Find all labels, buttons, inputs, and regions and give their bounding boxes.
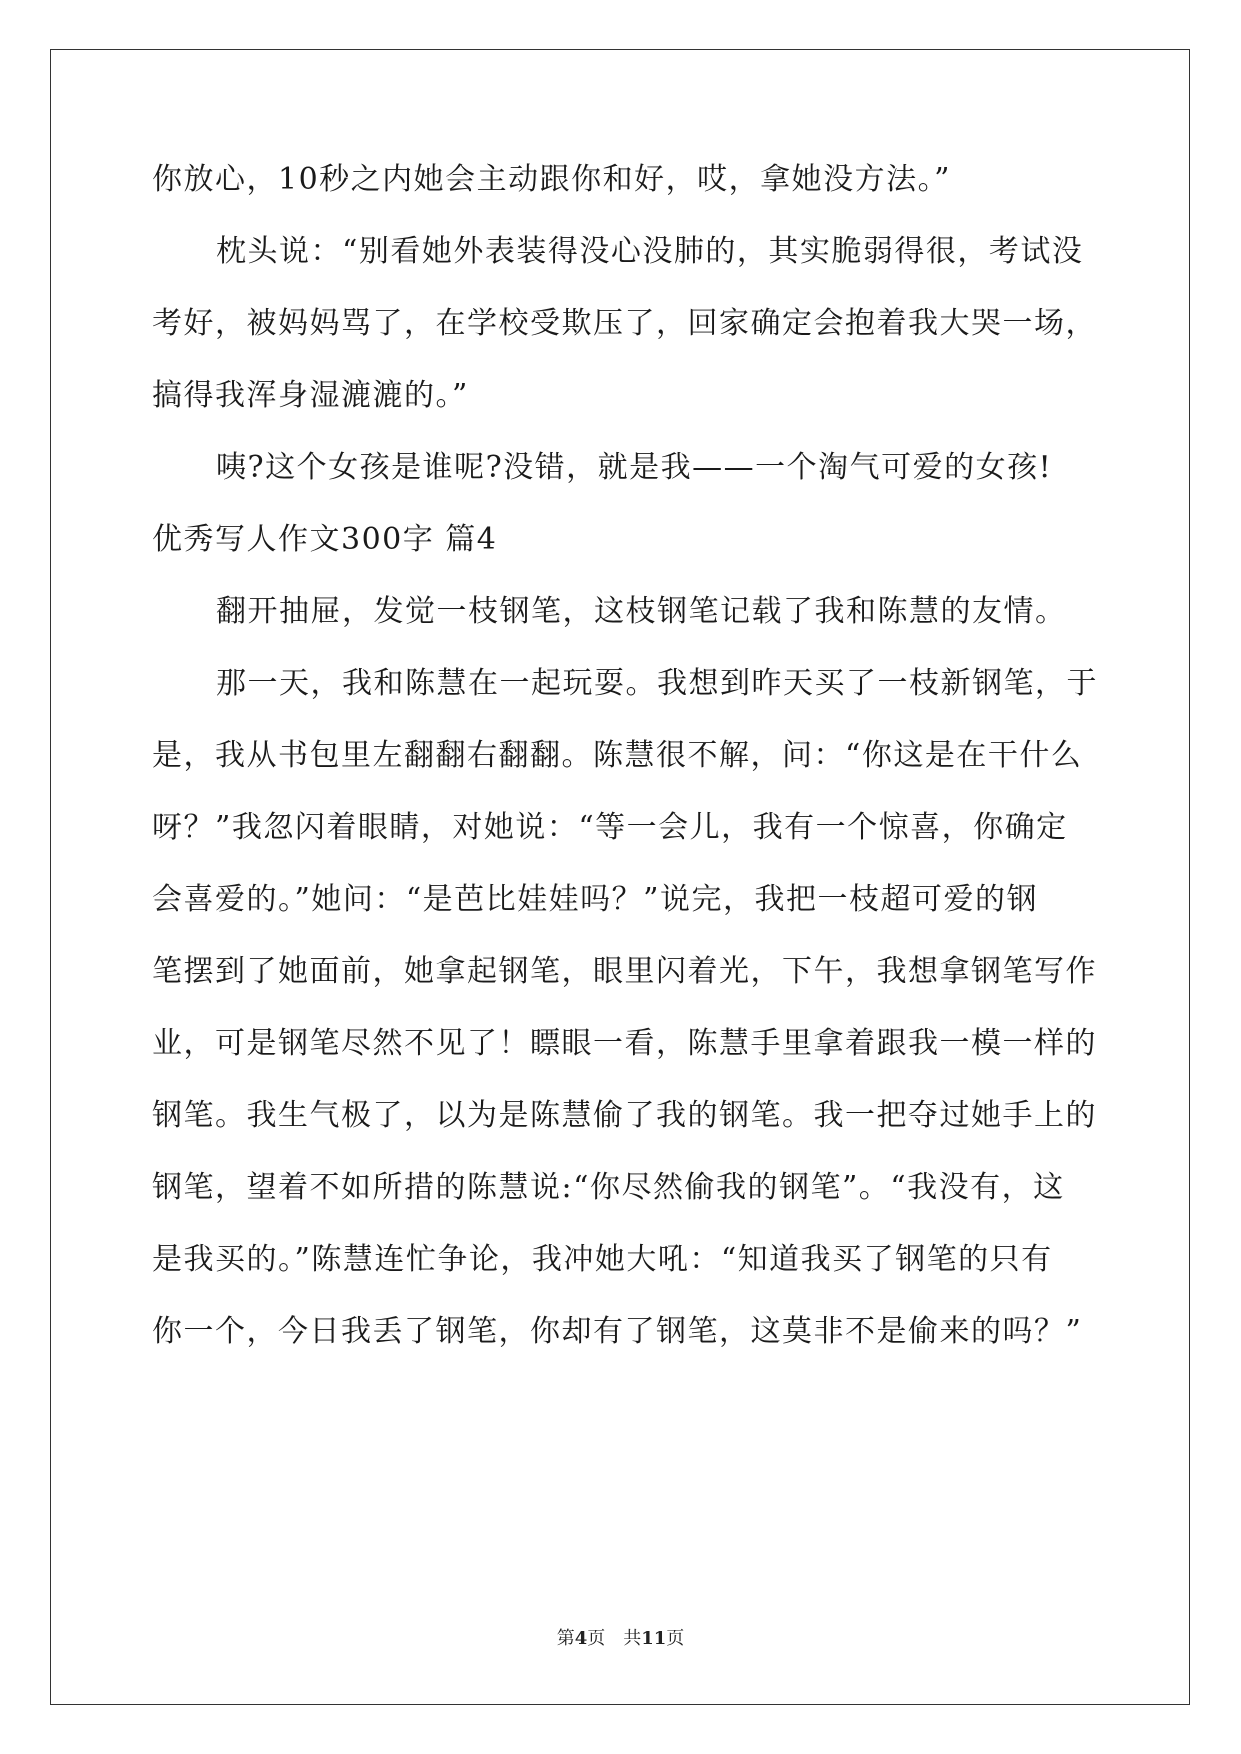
text-line: 考好，被妈妈骂了，在学校受欺压了，回家确定会抱着我大哭一场，: [152, 306, 1097, 341]
text-line: 是我买的。”陈慧连忙争论，我冲她大吼：“知道我买了钢笔的只有: [152, 1242, 1053, 1277]
current-page-number: 4: [574, 1628, 588, 1649]
text-line: 你放心，10秒之内她会主动跟你和好，哎，拿她没方法。”: [152, 162, 952, 197]
section-heading: 优秀写人作文300字 篇4: [152, 522, 498, 557]
page-footer: [0, 1628, 1241, 1650]
text-line: 笔摆到了她面前，她拿起钢笔，眼里闪着光，下午，我想拿钢笔写作: [152, 954, 1097, 989]
text-line: 钢笔。我生气极了，以为是陈慧偷了我的钢笔。我一把夺过她手上的: [152, 1098, 1097, 1133]
page-border: [50, 49, 1190, 1705]
footer-prefix: 第: [556, 1628, 575, 1649]
footer-total-prefix: 共: [623, 1628, 642, 1649]
footer-total-suffix: 页: [666, 1628, 685, 1649]
text-line: 你一个，今日我丢了钢笔，你却有了钢笔，这莫非不是偷来的吗？”: [152, 1314, 1083, 1349]
paragraph-text: 那一天，我和陈慧在一起玩耍。我想到昨天买了一枝新钢笔，于: [216, 666, 1098, 701]
text-line: 钢笔，望着不如所措的陈慧说:“你尽然偷我的钢笔”。“我没有，这: [152, 1170, 1065, 1205]
text-line: 呀？”我忽闪着眼睛，对她说：“等一会儿，我有一个惊喜，你确定: [152, 810, 1068, 845]
footer-page-suffix: 页: [587, 1628, 606, 1649]
paragraph-text: 翻开抽屉，发觉一枝钢笔，这枝钢笔记载了我和陈慧的友情。: [216, 594, 1067, 629]
paragraph-text: 咦?这个女孩是谁呢?没错，就是我——一个淘气可爱的女孩!: [216, 450, 1053, 485]
text-line: 业，可是钢笔尽然不见了！瞟眼一看，陈慧手里拿着跟我一模一样的: [152, 1026, 1097, 1061]
total-page-count: 11: [641, 1628, 667, 1649]
text-line: 搞得我浑身湿漉漉的。”: [152, 378, 469, 413]
text-line: 是，我从书包里左翻翻右翻翻。陈慧很不解，问：“你这是在干什么: [152, 738, 1083, 773]
paragraph-text: 枕头说：“别看她外表装得没心没肺的，其实脆弱得很，考试没: [216, 234, 1084, 269]
text-line: 会喜爱的。”她问：“是芭比娃娃吗？”说完，我把一枝超可爱的钢: [152, 882, 1039, 917]
